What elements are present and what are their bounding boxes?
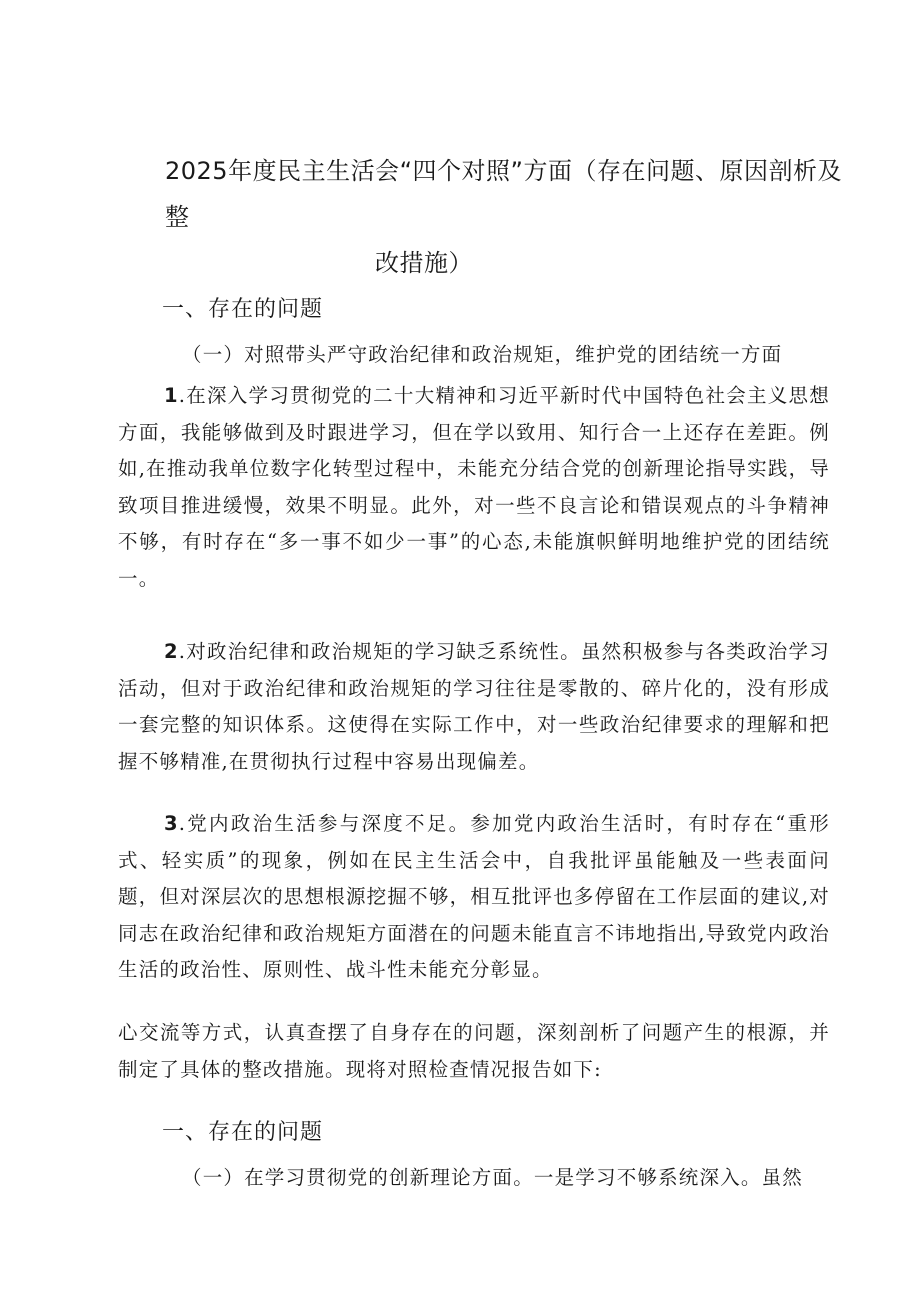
paragraph-report-intro: 心交流等方式，认真查摆了自身存在的问题，深刻剖析了问题产生的根源，并制定了具体的整改措施。现将对照检查情况报告如下: [118, 1021, 830, 1081]
paragraph-item-1-text: .在深入学习贯彻党的二十大精神和习近平新时代中国特色社会主义思想方面，我能够做到及时跟进学习，但在学以致用、知行合一上还存在差距。例如,在推动我单位数字化转型过程中，未能充分结合党的创新理论指导实践，导致项目推进缓慢，效果不明显。此外，对一些不良言论和错误观点的斗争精神不够，有时存在“多一事不如少一事”的心态,未能旗帜鲜明地维护党的团结统一。 [118, 384, 830, 590]
subsection-heading-political-discipline: （一）对照带头严守政治纪律和政治规矩，维护党的团结统一方面 [182, 343, 783, 366]
item-number-2: 2 [164, 640, 179, 663]
paragraph-item-1 [118, 378, 830, 597]
paragraph-item-2-text: .对政治纪律和政治规矩的学习缺乏系统性。虽然积极参与各类政治学习活动，但对于政治纪律和政治规矩的学习往往是零散的、碎片化的，没有形成一套完整的知识体系。这使得在实际工作中，对一些政治纪律要求的理解和把握不够精准,在贯彻执行过程中容易出现偏差。 [118, 640, 830, 773]
title-line-1: 2025年度民主生活会“四个对照”方面（存在问题、原因剖析及整 [165, 157, 842, 231]
paragraph-item-2 [118, 634, 830, 780]
item-number-3: 3 [164, 812, 179, 835]
section-heading-problems: 一、存在的问题 [162, 297, 324, 322]
document-title [165, 148, 855, 286]
subsection-heading-innovation-theory: （一）在学习贯彻党的创新理论方面。一是学习不够系统深入。虽然 [182, 1166, 804, 1189]
section-heading-problems-repeat: 一、存在的问题 [162, 1120, 324, 1145]
item-number-1: 1 [164, 384, 179, 407]
paragraph-item-3-text: .党内政治生活参与深度不足。参加党内政治生活时，有时存在“重形式、轻实质”的现象，例如在民主生活会中，自我批评虽能触及一些表面问题，但对深层次的思想根源挖掘不够，相互批评也多停留在工作层面的建议,对同志在政治纪律和政治规矩方面潜在的问题未能直言不讳地指出,导致党内政治生活的政治性、原则性、战斗性未能充分彰显。 [118, 812, 830, 981]
paragraph-item-3 [118, 806, 830, 989]
title-line-2: 改措施） [375, 249, 473, 277]
